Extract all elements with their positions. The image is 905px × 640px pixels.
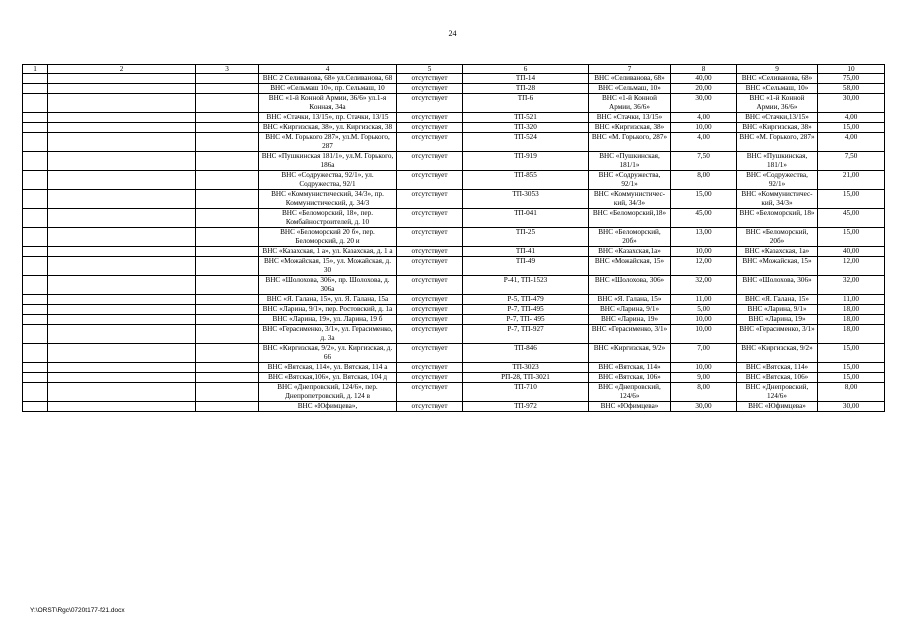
table-cell-c7: ВНС «1-й Конной Армии, 36/6» [589, 94, 671, 113]
table-row [23, 276, 885, 295]
table-cell-c4: ВНС «Киргизская, 38», ул. Киргизская, 38 [259, 123, 397, 133]
table-cell-c8: 7,00 [671, 344, 737, 363]
table-cell-c2 [48, 84, 196, 94]
table-cell-c3 [196, 171, 259, 190]
table-cell-c8: 32,00 [671, 276, 737, 295]
table-cell-c6: Р-7, ТП-927 [463, 325, 589, 344]
table-cell-c6: ТП-041 [463, 209, 589, 228]
table-cell-c10: 8,00 [818, 383, 885, 402]
table-cell-c4: ВНС «М. Горького 287», ул.М. Горького, 287 [259, 133, 397, 152]
table-cell-c1 [23, 113, 48, 123]
table-cell-c8: 15,00 [671, 190, 737, 209]
table-cell-c4: ВНС «Пушкинская 181/1», ул.М. Горького, 186а [259, 152, 397, 171]
table-cell-c1 [23, 209, 48, 228]
table-cell-c2 [48, 373, 196, 383]
table-cell-c4: ВНС «Днепровский, 124/6», пер. Днепропетровский, д. 124 в [259, 383, 397, 402]
table-row [23, 94, 885, 113]
table-cell-c9: ВНС «Можайская, 15» [737, 257, 818, 276]
table-cell-c10: 58,00 [818, 84, 885, 94]
table-cell-c9: ВНС «Пушкинская, 181/1» [737, 152, 818, 171]
table-cell-c9: ВНС «Герасименко, 3/1» [737, 325, 818, 344]
header-cell-3: 3 [196, 65, 259, 74]
table-cell-c8: 10,00 [671, 363, 737, 373]
table-cell-c6: ТП-28 [463, 84, 589, 94]
header-cell-5: 5 [397, 65, 463, 74]
table-cell-c10: 75,00 [818, 74, 885, 84]
table-cell-c7: ВНС «Киргизская, 38» [589, 123, 671, 133]
table-row [23, 209, 885, 228]
table-cell-c4: ВНС «Шолохова, 306», пр. Шолохова, д. 306а [259, 276, 397, 295]
table-cell-c10: 15,00 [818, 363, 885, 373]
table-cell-c1 [23, 276, 48, 295]
table-cell-c6: ТП-521 [463, 113, 589, 123]
table-cell-c3 [196, 94, 259, 113]
table-cell-c4: ВНС «Беломорский, 18», пер. Комбайностроителей, д. 10 [259, 209, 397, 228]
table-cell-c10: 45,00 [818, 209, 885, 228]
table-cell-c4: ВНС «Ларина, 9/1», пер. Ростовский, д. 1а [259, 305, 397, 315]
table-cell-c8: 13,00 [671, 228, 737, 247]
table-cell-c5: отсутствует [397, 113, 463, 123]
table-cell-c8: 30,00 [671, 402, 737, 412]
table-row [23, 295, 885, 305]
table-cell-c6: ТП-919 [463, 152, 589, 171]
header-cell-10: 10 [818, 65, 885, 74]
table-cell-c6: ТП-846 [463, 344, 589, 363]
table-cell-c9: ВНС «Сельмаш, 10» [737, 84, 818, 94]
table-cell-c10: 32,00 [818, 276, 885, 295]
table-cell-c4: ВНС «Вятская,106», ул. Вятская, 104 д [259, 373, 397, 383]
table-cell-c2 [48, 305, 196, 315]
table-cell-c6: Р-7, ТП- 495 [463, 315, 589, 325]
table-cell-c8: 8,00 [671, 383, 737, 402]
table-cell-c9: ВНС «Я. Галана, 15» [737, 295, 818, 305]
table-row [23, 113, 885, 123]
table-cell-c9: ВНС «Содружества, 92/1» [737, 171, 818, 190]
header-cell-7: 7 [589, 65, 671, 74]
table-cell-c9: ВНС «Ларина, 19» [737, 315, 818, 325]
table-cell-c1 [23, 295, 48, 305]
table-row [23, 133, 885, 152]
table-cell-c8: 45,00 [671, 209, 737, 228]
table-cell-c4: ВНС «Вятская, 114», ул. Вятская, 114 а [259, 363, 397, 373]
table-cell-c2 [48, 315, 196, 325]
table-cell-c2 [48, 363, 196, 373]
table-cell-c1 [23, 94, 48, 113]
table-cell-c3 [196, 209, 259, 228]
table-cell-c10: 15,00 [818, 190, 885, 209]
table-row [23, 190, 885, 209]
table-cell-c5: отсутствует [397, 373, 463, 383]
table-cell-c3 [196, 276, 259, 295]
table-cell-c1 [23, 257, 48, 276]
table-cell-c9: ВНС «М. Горького, 287» [737, 133, 818, 152]
table-cell-c8: 10,00 [671, 123, 737, 133]
table-cell-c7: ВНС «Шолохова, 306» [589, 276, 671, 295]
table-cell-c7: ВНС «Пушкинская, 181/1» [589, 152, 671, 171]
table-row [23, 74, 885, 84]
table-cell-c10: 18,00 [818, 315, 885, 325]
table-cell-c1 [23, 402, 48, 412]
table-cell-c2 [48, 133, 196, 152]
table-row [23, 228, 885, 247]
table-cell-c2 [48, 344, 196, 363]
table-cell-c5: отсутствует [397, 363, 463, 373]
page-number: 24 [448, 29, 457, 38]
table-cell-c7: ВНС «Герасименко, 3/1» [589, 325, 671, 344]
header-cell-4: 4 [259, 65, 397, 74]
table-cell-c3 [196, 74, 259, 84]
table-cell-c5: отсутствует [397, 383, 463, 402]
table-cell-c4: ВНС «Сельмаш 10», пр. Сельмаш, 10 [259, 84, 397, 94]
table-cell-c8: 40,00 [671, 74, 737, 84]
table-cell-c5: отсутствует [397, 123, 463, 133]
table-cell-c2 [48, 276, 196, 295]
table-cell-c2 [48, 383, 196, 402]
table-cell-c5: отсутствует [397, 152, 463, 171]
table-row [23, 305, 885, 315]
table-cell-c10: 4,00 [818, 133, 885, 152]
table-cell-c8: 4,00 [671, 133, 737, 152]
table-cell-c7: ВНС «Вятская, 106» [589, 373, 671, 383]
table-cell-c3 [196, 247, 259, 257]
table-cell-c6: ТП-14 [463, 74, 589, 84]
table-cell-c8: 10,00 [671, 247, 737, 257]
table-cell-c1 [23, 247, 48, 257]
table-cell-c4: ВНС «Можайская, 15», ул. Можайская, д. 30 [259, 257, 397, 276]
table-cell-c1 [23, 315, 48, 325]
footer-file-path: Y:\ORST\Rgc\0720t177-f21.docx [30, 607, 125, 614]
table-cell-c7: ВНС «Днепровский, 124/6» [589, 383, 671, 402]
table-cell-c5: отсутствует [397, 190, 463, 209]
table-cell-c7: ВНС «Ларина, 9/1» [589, 305, 671, 315]
table-cell-c8: 12,00 [671, 257, 737, 276]
table-cell-c10: 11,00 [818, 295, 885, 305]
table-cell-c2 [48, 152, 196, 171]
table-cell-c1 [23, 133, 48, 152]
table-row [23, 344, 885, 363]
table-cell-c7: ВНС «Селиванова, 68» [589, 74, 671, 84]
table-cell-c3 [196, 257, 259, 276]
table-cell-c4: ВНС «Киргизская, 9/2», ул. Киргизская, д. 66 [259, 344, 397, 363]
table-cell-c9: ВНС «Вятская, 106» [737, 373, 818, 383]
table-cell-c2 [48, 171, 196, 190]
header-cell-6: 6 [463, 65, 589, 74]
table-cell-c2 [48, 257, 196, 276]
table-cell-c4: ВНС «Я. Галана, 15», ул. Я. Галана, 15а [259, 295, 397, 305]
table-cell-c3 [196, 402, 259, 412]
table-cell-c5: отсутствует [397, 295, 463, 305]
table-cell-c1 [23, 344, 48, 363]
table-cell-c6: ТП-524 [463, 133, 589, 152]
table-cell-c1 [23, 383, 48, 402]
table-cell-c3 [196, 383, 259, 402]
table-cell-c1 [23, 84, 48, 94]
table-row [23, 402, 885, 412]
table-row [23, 171, 885, 190]
table-row [23, 363, 885, 373]
table-cell-c6: ТП-320 [463, 123, 589, 133]
table-cell-c7: ВНС «Я. Галана, 15» [589, 295, 671, 305]
table-cell-c9: ВНС «Юфимцева» [737, 402, 818, 412]
table-cell-c8: 10,00 [671, 325, 737, 344]
table-cell-c6: Р-5, ТП-479 [463, 295, 589, 305]
data-table [22, 64, 885, 412]
table-cell-c8: 7,50 [671, 152, 737, 171]
table-cell-c10: 15,00 [818, 228, 885, 247]
table-cell-c9: ВНС «Киргизская, 9/2» [737, 344, 818, 363]
table-cell-c6: Р-41, ТП-1523 [463, 276, 589, 295]
header-cell-1: 1 [23, 65, 48, 74]
table-cell-c3 [196, 325, 259, 344]
table-cell-c1 [23, 363, 48, 373]
table-cell-c2 [48, 402, 196, 412]
table-row [23, 383, 885, 402]
table-cell-c4: ВНС «Казахская, 1 а», ул. Казахская, д. 1 а [259, 247, 397, 257]
table-cell-c9: ВНС «Селиванова, 68» [737, 74, 818, 84]
table-cell-c5: отсутствует [397, 209, 463, 228]
table-cell-c9: ВНС «Беломорский, 18» [737, 209, 818, 228]
table-cell-c4: ВНС «Беломорский 20 б», пер. Беломорский, д. 20 и [259, 228, 397, 247]
table-cell-c7: ВНС «Коммунистичес-кий, 34/3» [589, 190, 671, 209]
table-cell-c10: 30,00 [818, 402, 885, 412]
table-row [23, 315, 885, 325]
table-cell-c7: ВНС «Содружества, 92/1» [589, 171, 671, 190]
table-row [23, 257, 885, 276]
table-cell-c10: 4,00 [818, 113, 885, 123]
table-cell-c3 [196, 84, 259, 94]
table-cell-c7: ВНС «Ларина, 19» [589, 315, 671, 325]
table-cell-c2 [48, 209, 196, 228]
table-cell-c7: ВНС «Можайская, 15» [589, 257, 671, 276]
table-cell-c8: 4,00 [671, 113, 737, 123]
table-cell-c2 [48, 325, 196, 344]
table-cell-c10: 21,00 [818, 171, 885, 190]
table-cell-c3 [196, 190, 259, 209]
table-cell-c5: отсутствует [397, 305, 463, 315]
table-cell-c7: ВНС «М. Горького, 287» [589, 133, 671, 152]
table-row [23, 152, 885, 171]
table-cell-c3 [196, 133, 259, 152]
table-cell-c5: отсутствует [397, 133, 463, 152]
table-cell-c4: ВНС «Стачки, 13/15», пр. Стачки, 13/15 [259, 113, 397, 123]
table-cell-c10: 15,00 [818, 344, 885, 363]
table-cell-c1 [23, 123, 48, 133]
table-cell-c4: ВНС «Ларина, 19», ул. Ларина, 19 б [259, 315, 397, 325]
table-cell-c5: отсутствует [397, 171, 463, 190]
table-cell-c6: ТП-25 [463, 228, 589, 247]
table-cell-c3 [196, 344, 259, 363]
table-cell-c3 [196, 305, 259, 315]
table-cell-c1 [23, 190, 48, 209]
table-cell-c6: Р-7, ТП-495 [463, 305, 589, 315]
table-cell-c7: ВНС «Сельмаш, 10» [589, 84, 671, 94]
table-cell-c10: 18,00 [818, 305, 885, 315]
table-cell-c10: 30,00 [818, 94, 885, 113]
table-cell-c4: ВНС 2 Селиванова, 68» ул.Селиванова, 68 [259, 74, 397, 84]
table-cell-c3 [196, 295, 259, 305]
table-cell-c1 [23, 228, 48, 247]
table-row [23, 325, 885, 344]
table-cell-c9: ВНС «Ларина, 9/1» [737, 305, 818, 315]
table-cell-c9: ВНС «Беломорский, 20б» [737, 228, 818, 247]
table-cell-c5: отсутствует [397, 315, 463, 325]
table-cell-c1 [23, 171, 48, 190]
table-cell-c10: 40,00 [818, 247, 885, 257]
table-cell-c10: 15,00 [818, 123, 885, 133]
table-cell-c9: ВНС «Казахская, 1а» [737, 247, 818, 257]
table-row [23, 373, 885, 383]
table-cell-c10: 12,00 [818, 257, 885, 276]
table-cell-c2 [48, 247, 196, 257]
table-cell-c2 [48, 190, 196, 209]
table-cell-c10: 7,50 [818, 152, 885, 171]
table-cell-c1 [23, 373, 48, 383]
table-cell-c5: отсутствует [397, 247, 463, 257]
table-row [23, 247, 885, 257]
table-cell-c2 [48, 295, 196, 305]
table-cell-c8: 5,00 [671, 305, 737, 315]
table-cell-c7: ВНС «Казахская,1а» [589, 247, 671, 257]
table-cell-c5: отсутствует [397, 257, 463, 276]
table-cell-c8: 20,00 [671, 84, 737, 94]
table-cell-c3 [196, 373, 259, 383]
table-cell-c5: отсутствует [397, 402, 463, 412]
table-cell-c4: ВНС «1-й Конной Армии, 36/6» ул.1-я Конная, 34а [259, 94, 397, 113]
table-cell-c7: ВНС «Юфимцева» [589, 402, 671, 412]
table-cell-c7: ВНС «Вятская, 114» [589, 363, 671, 373]
table-cell-c6: ТП-41 [463, 247, 589, 257]
table-cell-c7: ВНС «Беломорский,18» [589, 209, 671, 228]
table-cell-c10: 15,00 [818, 373, 885, 383]
table-cell-c2 [48, 113, 196, 123]
table-cell-c2 [48, 74, 196, 84]
table-cell-c5: отсутствует [397, 344, 463, 363]
table-cell-c3 [196, 113, 259, 123]
table-cell-c3 [196, 152, 259, 171]
table-cell-c6: ТП-6 [463, 94, 589, 113]
table-cell-c4: ВНС «Коммунистический, 34/3», пр. Коммунистический, д. 34/3 [259, 190, 397, 209]
table-cell-c9: ВНС «Шолохова, 306» [737, 276, 818, 295]
table-cell-c9: ВНС «Днепровский, 124/6» [737, 383, 818, 402]
table-cell-c10: 18,00 [818, 325, 885, 344]
table-cell-c1 [23, 152, 48, 171]
table-cell-c6: РП-28, ТП-3021 [463, 373, 589, 383]
table-cell-c4: ВНС «Содружества, 92/1», ул. Содружества, 92/1 [259, 171, 397, 190]
table-cell-c6: ТП-972 [463, 402, 589, 412]
table-cell-c3 [196, 315, 259, 325]
header-cell-2: 2 [48, 65, 196, 74]
table-row [23, 123, 885, 133]
table-cell-c5: отсутствует [397, 228, 463, 247]
table-cell-c2 [48, 228, 196, 247]
table-cell-c5: отсутствует [397, 74, 463, 84]
table-cell-c9: ВНС «Коммунистичес-кий, 34/3» [737, 190, 818, 209]
table-cell-c3 [196, 123, 259, 133]
table-cell-c1 [23, 305, 48, 315]
table-cell-c5: отсутствует [397, 325, 463, 344]
header-cell-9: 9 [737, 65, 818, 74]
table-cell-c8: 10,00 [671, 315, 737, 325]
table-cell-c6: ТП-49 [463, 257, 589, 276]
table-cell-c6: ТП-710 [463, 383, 589, 402]
table-cell-c1 [23, 325, 48, 344]
table-cell-c9: ВНС «Киргизская, 38» [737, 123, 818, 133]
table-cell-c8: 11,00 [671, 295, 737, 305]
table-cell-c9: ВНС «1-й Конной Армии, 36/6» [737, 94, 818, 113]
table-cell-c4: ВНС «Юфимцева», [259, 402, 397, 412]
table-cell-c9: ВНС «Вятская, 114» [737, 363, 818, 373]
table-cell-c8: 8,00 [671, 171, 737, 190]
table-cell-c7: ВНС «Стачки, 13/15» [589, 113, 671, 123]
table-cell-c7: ВНС «Киргизская, 9/2» [589, 344, 671, 363]
table-cell-c3 [196, 228, 259, 247]
table-cell-c7: ВНС «Беломорский, 20б» [589, 228, 671, 247]
header-row [23, 65, 885, 74]
table-cell-c6: ТП-855 [463, 171, 589, 190]
table-cell-c8: 9,00 [671, 373, 737, 383]
table-cell-c9: ВНС «Стачки,13/15» [737, 113, 818, 123]
table-cell-c2 [48, 123, 196, 133]
table-cell-c2 [48, 94, 196, 113]
table-cell-c5: отсутствует [397, 276, 463, 295]
table-cell-c1 [23, 74, 48, 84]
table-cell-c8: 30,00 [671, 94, 737, 113]
table-row [23, 84, 885, 94]
table-cell-c6: ТП-3053 [463, 190, 589, 209]
table-cell-c3 [196, 363, 259, 373]
table-cell-c4: ВНС «Герасименко, 3/1», ул. Герасименко, д. 3а [259, 325, 397, 344]
table-cell-c5: отсутствует [397, 84, 463, 94]
header-cell-8: 8 [671, 65, 737, 74]
table-cell-c5: отсутствует [397, 94, 463, 113]
table-cell-c6: ТП-3023 [463, 363, 589, 373]
